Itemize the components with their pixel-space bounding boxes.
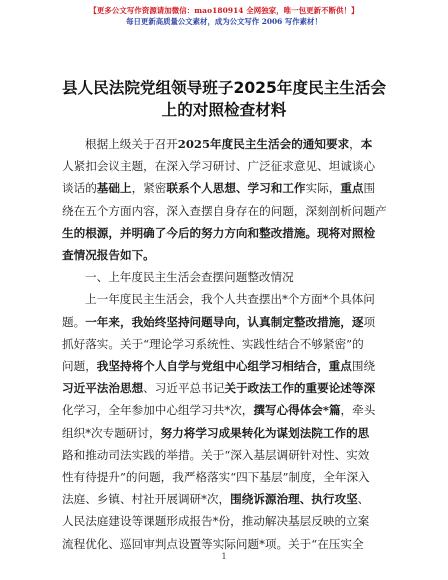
- bold-run: 基础上: [96, 181, 132, 196]
- page-number: 1: [221, 552, 227, 561]
- promo-banner-line1: 【更多公文写作资源请加微信：mao180914 全网独家，唯一包更新不断供！】: [89, 6, 359, 15]
- text-run: ，紧密: [131, 181, 167, 196]
- intro-line: [62, 177, 392, 199]
- bold-run: 现将对照检: [317, 225, 376, 240]
- text-run: 人紧扣会议主题，在深入学习研讨、广泛征求意见、坦诚谈心: [62, 159, 376, 174]
- para-line: [62, 422, 392, 444]
- promo-banner: [0, 6, 448, 27]
- bold-run: 撰写心得体会*篇: [253, 403, 341, 418]
- text-run: ，: [349, 137, 361, 151]
- bold-run: 一年来，我始终坚持问题导向: [85, 314, 236, 329]
- bold-run: 联系个人思想、学习和工作: [166, 181, 306, 196]
- text-run: 谈话的: [62, 181, 97, 196]
- para-line: 路和推动司法实践的举措。关于“深入基层调研针对性、实效: [62, 447, 370, 462]
- document-title: [0, 77, 448, 121]
- para-line: [62, 355, 392, 377]
- bold-run: 2025年度民主生活会的通知要求: [177, 137, 350, 151]
- text-run: 、习近平总书记: [143, 381, 225, 396]
- para-line: 流程优化、巡回审判点设置等实际问题*项。关于“在压实全: [62, 536, 364, 551]
- bold-run: 生的根源，并明确了今后的努力方向和整改措施。: [62, 225, 318, 240]
- intro-line: [62, 155, 392, 177]
- intro-line: [62, 200, 392, 222]
- para-line: [62, 311, 392, 333]
- promo-banner-line2: 每日更新高质量公文素材，成为公文写作 2006 写作素材！: [126, 17, 322, 26]
- bold-run: ，认真制定整改措施，逐: [235, 314, 364, 329]
- bold-run: 我坚持将个人自学与党组中心组学习相结合，重点: [96, 359, 352, 374]
- text-run: 围绕: [351, 359, 376, 374]
- para-line: [62, 399, 392, 421]
- bold-run: 围绕诉源治理、执行攻坚: [230, 492, 358, 507]
- document-body: [62, 133, 392, 555]
- para-line: 性有待提升”的问题，我严格落实“四下基层”制度，全年深入: [62, 470, 370, 485]
- text-run: 题。: [62, 314, 86, 329]
- bold-run: 查情况报告如下。: [62, 248, 155, 263]
- text-run: 化学习，全年参加中心组学习共*次，: [62, 403, 254, 418]
- intro-line: [62, 133, 392, 155]
- text-run: 法庭、乡镇、村社开展调研*次，: [62, 492, 231, 507]
- bold-run: 本: [360, 137, 373, 151]
- para-line: [62, 488, 392, 510]
- text-run: 问题，: [62, 359, 97, 374]
- text-run: 绕在五个方面内容，深入查摆自身存在的问题，深刻剖析问题产: [62, 203, 387, 218]
- text-run: 实际，: [305, 181, 341, 196]
- bold-run: 关于政法工作的重要论述等深: [224, 381, 376, 396]
- document-title-line1: 县人民法院党组领导班子2025年度民主生活会: [61, 79, 387, 97]
- text-run: 围: [363, 181, 376, 196]
- text-run: 项: [363, 314, 376, 329]
- para-line: 上一年度民主生活会，我个人共查摆出*个方面*个具体问: [85, 292, 375, 307]
- intro-line: [62, 222, 392, 244]
- intro-line: [62, 244, 392, 266]
- section-heading: 一、上年度民主生活会查摆问题整改情况: [85, 270, 294, 285]
- text-run: 根据上级关于召开: [85, 137, 178, 151]
- bold-run: 重点: [340, 181, 364, 196]
- text-run: 专题研讨，: [102, 425, 161, 440]
- para-line: 抓好落实。关于“理论学习系统性、实践性结合不够紧密”的: [62, 336, 364, 351]
- text-run: ，牵头: [340, 403, 376, 418]
- bold-run: 习近平法治思想: [62, 381, 144, 396]
- para-line: 人民法庭建设等课题形成报告*份，推动解决基层反映的立案: [62, 514, 370, 529]
- bold-run: 努力将学习成果转化为谋划法院工作的思: [160, 425, 370, 440]
- document-title-line2: 上的对照检查材料: [161, 101, 287, 119]
- text-run: 、: [357, 492, 370, 507]
- para-line: [62, 377, 392, 399]
- text-run: 组织*次: [62, 425, 103, 440]
